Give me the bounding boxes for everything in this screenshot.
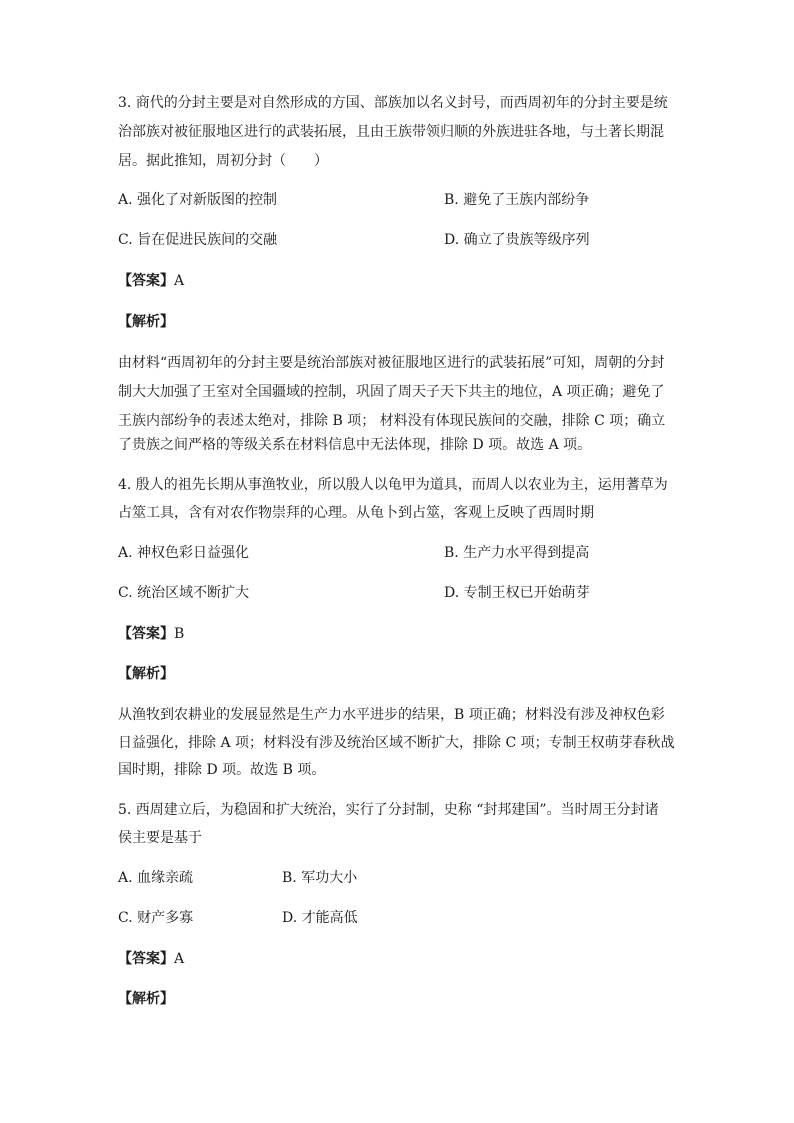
question-3-option-b: B. 避免了王族内部纷争 xyxy=(444,192,590,208)
question-3-analysis-line-4: 了贵族之间严格的等级关系在材料信息中无法体现，排除 D 项。故选 A 项。 xyxy=(118,437,592,453)
question-3-analysis-line-2: 制大大加强了王室对全国疆域的控制，巩固了周天子天下共主的地位，A 项正确；避免了 xyxy=(118,384,665,400)
question-3-analysis-label: 【解析】 xyxy=(118,314,174,330)
question-3-answer xyxy=(118,273,184,289)
question-4-stem-line-2: 占筮工具，含有对农作物崇拜的心理。从龟卜到占筮，客观上反映了西周时期 xyxy=(118,505,594,521)
answer-value: A xyxy=(174,951,185,967)
question-3-analysis-line-1: 由材料“西周初年的分封主要是统治部族对被征服地区进行的武装拓展”可知，周朝的分封 xyxy=(118,355,665,371)
question-4-option-c: C. 统治区域不断扩大 xyxy=(118,585,250,601)
answer-label: 【答案】 xyxy=(118,273,174,289)
question-4-analysis-line-3: 国时期，排除 D 项。故选 B 项。 xyxy=(118,762,326,778)
answer-value: B xyxy=(174,626,185,642)
question-4-answer xyxy=(118,626,184,642)
question-4-option-b: B. 生产力水平得到提高 xyxy=(444,545,590,561)
question-5-answer xyxy=(118,951,184,967)
question-3-stem-line-2: 治部族对被征服地区进行的武装拓展，且由王族带领归顺的外族进驻各地，与土著长期混 xyxy=(118,124,664,140)
question-3-stem-line-1: 3. 商代的分封主要是对自然形成的方国、部族加以名义封号，而西周初年的分封主要是统 xyxy=(118,95,668,111)
question-4-analysis-line-2: 日益强化，排除 A 项；材料没有涉及统治区域不断扩大，排除 C 项；专制王权萌芽春秋战 xyxy=(118,735,675,751)
answer-label: 【答案】 xyxy=(118,951,174,967)
question-3-option-a: A. 强化了对新版图的控制 xyxy=(118,192,278,208)
question-4-option-d: D. 专制王权已开始萌芽 xyxy=(444,585,590,601)
question-3-option-c: C. 旨在促进民族间的交融 xyxy=(118,232,278,248)
question-5-stem-line-2: 侯主要是基于 xyxy=(118,830,202,846)
question-4-stem-line-1: 4. 殷人的祖先长期从事渔牧业，所以殷人以龟甲为道具，而周人以农业为主，运用蓍草为 xyxy=(118,477,668,493)
question-5-analysis-label: 【解析】 xyxy=(118,991,174,1007)
question-5-option-a: A. 血缘亲疏 xyxy=(118,870,194,886)
question-3-analysis-line-3: 王族内部纷争的表述太绝对，排除 B 项； 材料没有体现民族间的交融，排除 C 项；确立 xyxy=(118,413,666,429)
question-5-stem-line-1: 5. 西周建立后，为稳固和扩大统治，实行了分封制，史称 “封邦建国”。当时周王分封诸 xyxy=(118,802,659,818)
question-5-option-c: C. 财产多寡 xyxy=(118,910,194,926)
answer-label: 【答案】 xyxy=(118,626,174,642)
answer-value: A xyxy=(174,273,185,289)
question-3-stem-line-3: 居。据此推知，周初分封（ ） xyxy=(118,153,328,169)
question-4-analysis-label: 【解析】 xyxy=(118,666,174,682)
question-3-option-d: D. 确立了贵族等级序列 xyxy=(444,232,590,248)
question-5-option-b: B. 军功大小 xyxy=(282,870,358,886)
question-5-option-d: D. 才能高低 xyxy=(282,910,358,926)
question-4-option-a: A. 神权色彩日益强化 xyxy=(118,545,250,561)
question-4-analysis-line-1: 从渔牧到农耕业的发展显然是生产力水平进步的结果，B 项正确；材料没有涉及神权色彩 xyxy=(118,707,665,723)
